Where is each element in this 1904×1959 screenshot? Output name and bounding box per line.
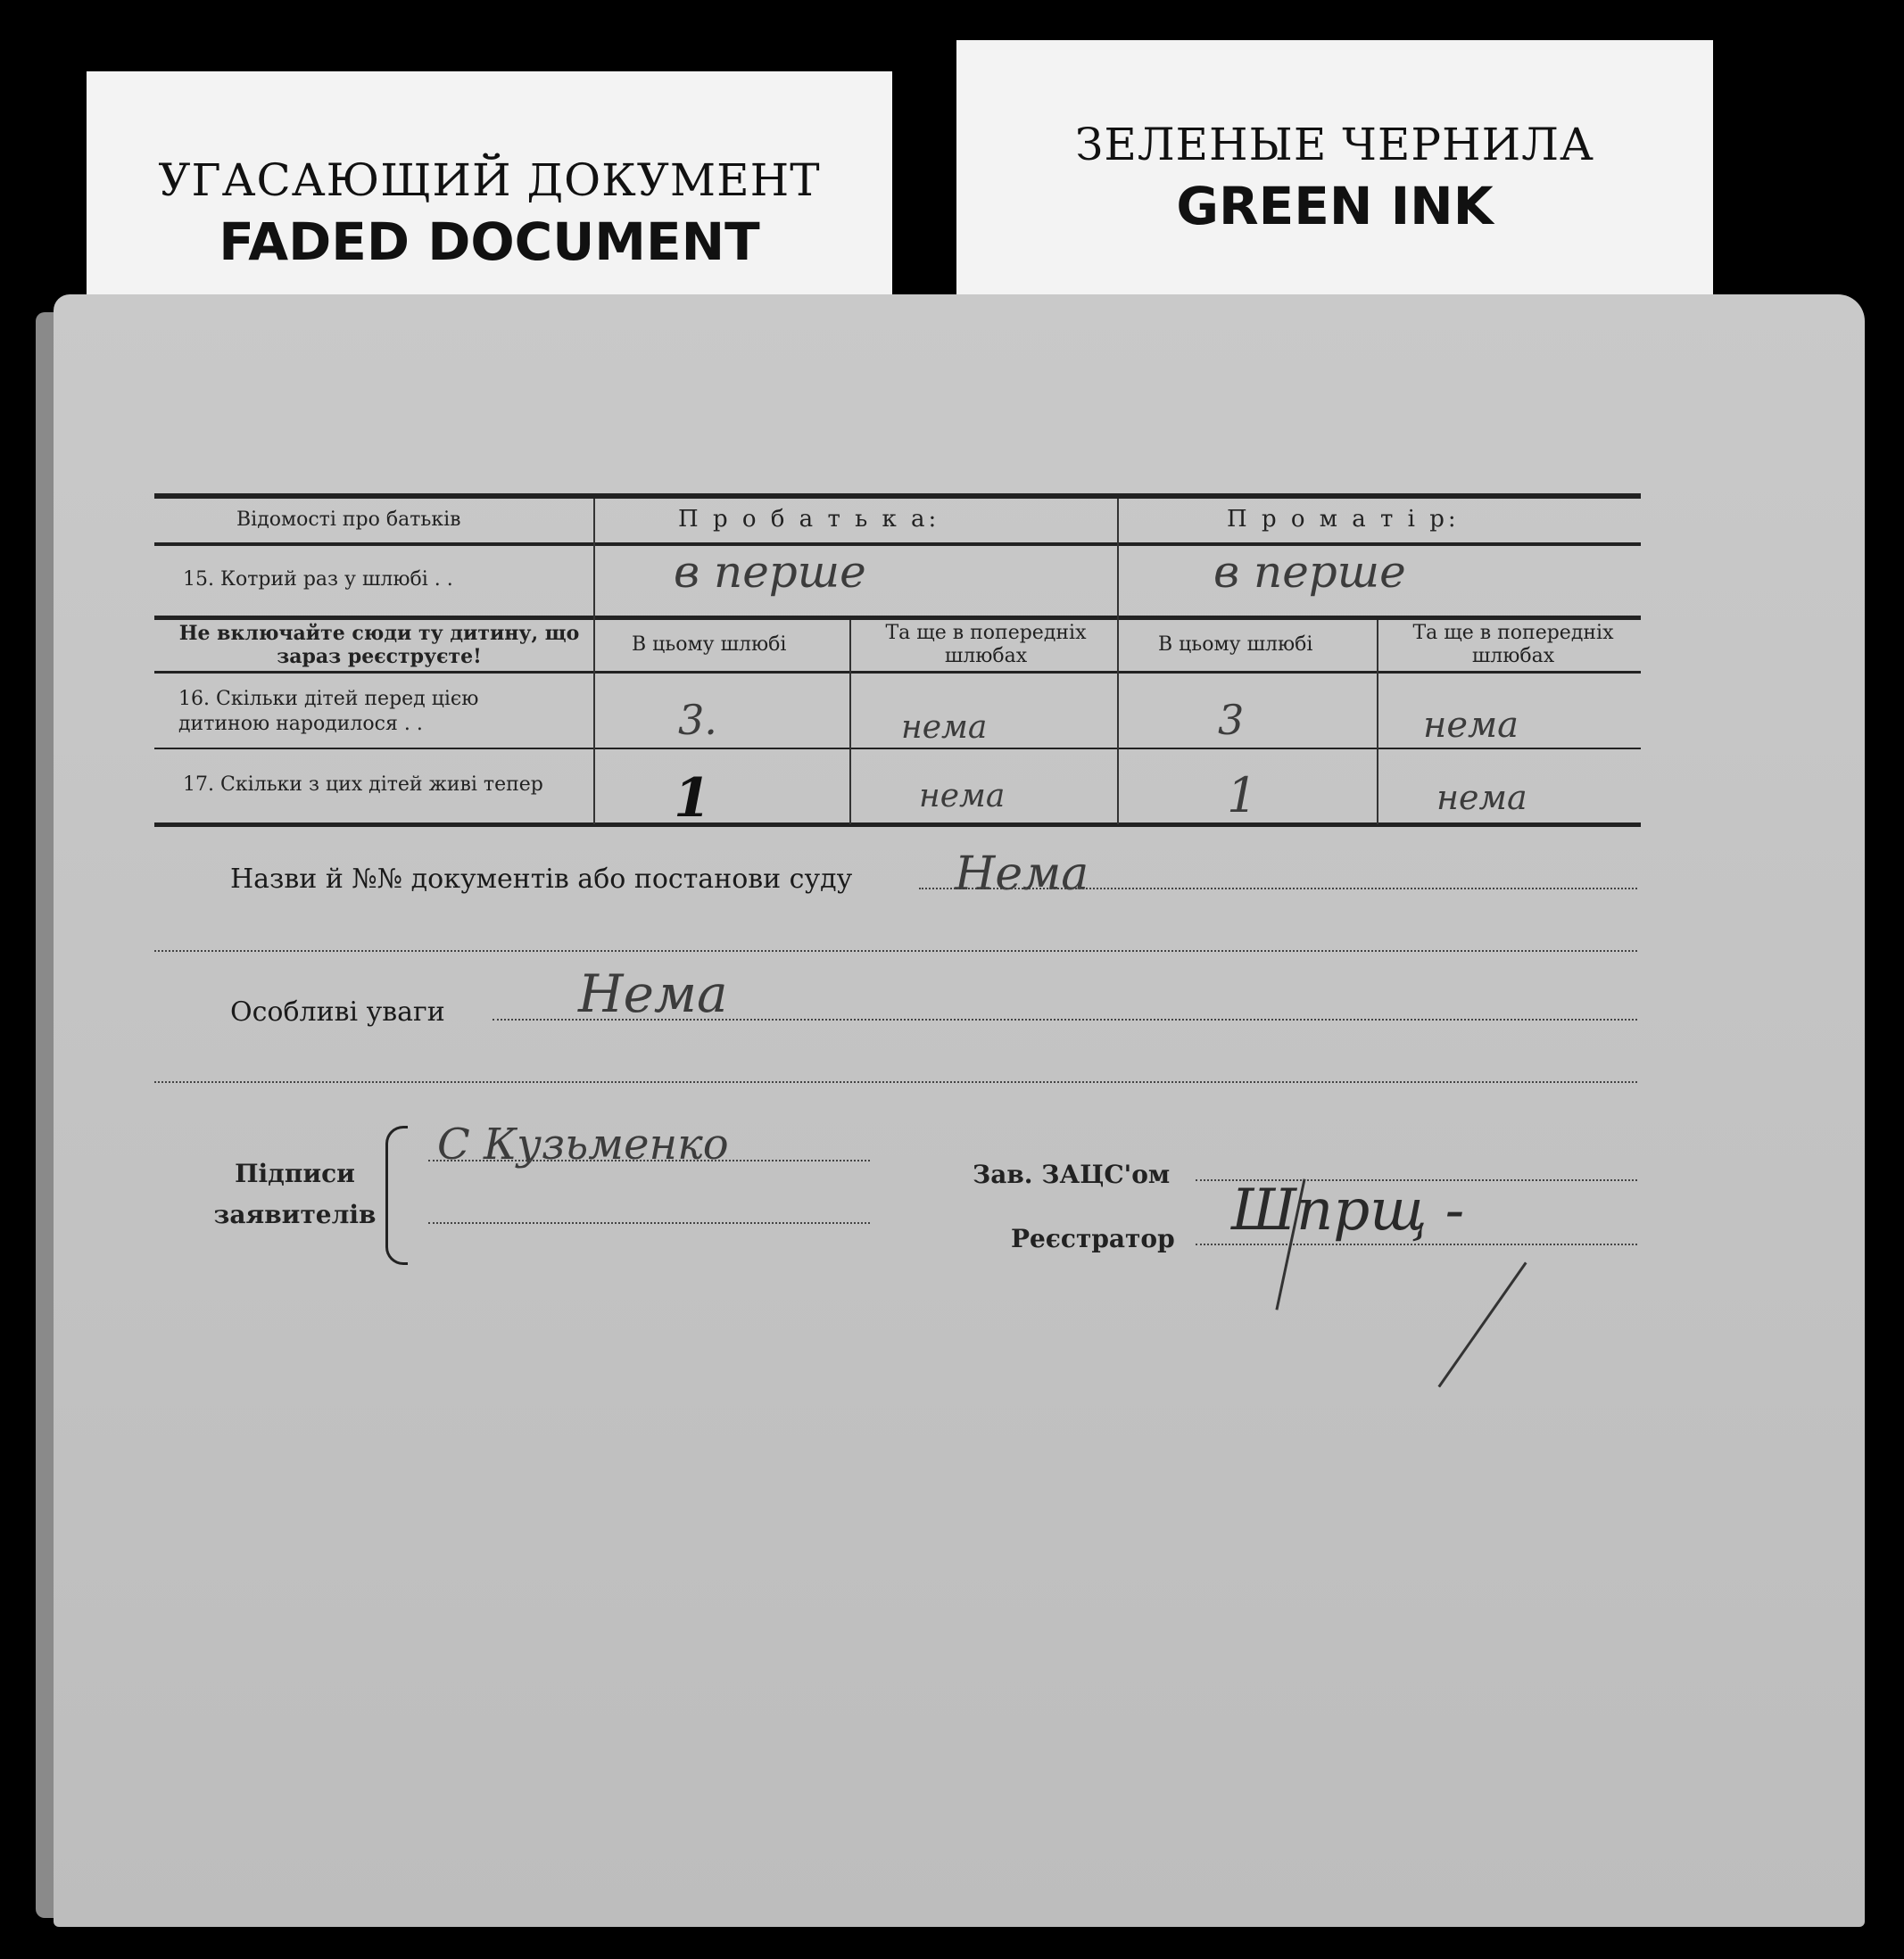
row17-label: 17. Скільки з цих дітей живі тепер	[183, 773, 543, 796]
subheader-mother-previous: Та ще в попередніх шлюбах	[1412, 622, 1614, 667]
table-col-divider-1	[593, 499, 595, 824]
table-row15-rule	[154, 616, 1641, 620]
row17-mother-this: 1	[1227, 767, 1258, 823]
green-ink-label-en: GREEN INK	[1176, 176, 1494, 236]
row15-father-value: в перше	[674, 546, 866, 598]
subheader-father-this-marriage: В цьому шлюбі	[632, 633, 787, 656]
row17-father-prev: нема	[919, 778, 1006, 814]
table-top-rule	[154, 493, 1641, 499]
faded-document-label-ru: УГАСАЮЩИЙ ДОКУМЕНТ	[158, 154, 821, 206]
row16-father-this: 3.	[678, 696, 717, 744]
row16-father-prev: нема	[901, 709, 988, 746]
green-ink-label-ru: ЗЕЛЕНЫЕ ЧЕРНИЛА	[1075, 119, 1594, 170]
registrar-line	[1196, 1244, 1637, 1245]
table-subheader-rule	[154, 671, 1641, 674]
row16-label: 16. Скільки дітей перед цією дитиною народилося . .	[178, 688, 479, 735]
table-col-divider-2	[1117, 499, 1119, 824]
remarks-dotted-line	[493, 1019, 1637, 1021]
row17-father-this: 1	[674, 767, 711, 830]
applicant-signature-line-2	[428, 1222, 870, 1224]
applicant-signature: С Кузьменко	[437, 1120, 729, 1170]
applicant-signature-line-1	[428, 1160, 870, 1161]
table-col-divider-3	[849, 620, 851, 824]
table-col-divider-4	[1377, 620, 1378, 824]
documents-value: Нема	[955, 847, 1089, 901]
row15-label: 15. Котрий раз у шлюбі . .	[183, 568, 453, 591]
faded-document-label-en: FADED DOCUMENT	[219, 211, 760, 272]
remarks-label: Особливі уваги	[230, 996, 445, 1028]
row17-mother-prev: нема	[1436, 778, 1527, 817]
document-page	[54, 294, 1865, 1927]
registrar-signature: Шпрщ -	[1231, 1178, 1465, 1244]
documents-dotted-line-2	[154, 950, 1637, 952]
row16-mother-prev: нема	[1423, 705, 1519, 746]
subheader-mother-this-marriage: В цьому шлюбі	[1158, 633, 1313, 656]
documents-dotted-line	[919, 888, 1637, 889]
table-bottom-rule	[154, 822, 1641, 827]
remarks-value: Нема	[578, 963, 728, 1024]
documents-label: Назви й №№ документів або постанови суду	[230, 864, 853, 895]
row16-mother-this: 3	[1218, 696, 1245, 744]
faded-document-label	[87, 71, 892, 317]
header-parents-info: Відомості про батьків	[236, 508, 461, 531]
subheader-note: Не включайте сюди ту дитину, що зараз реєструєте!	[178, 622, 580, 668]
head-zags-label: Зав. ЗАЦС'ом	[973, 1160, 1171, 1189]
row15-mother-value: в перше	[1213, 546, 1406, 598]
subheader-father-previous: Та ще в попередніх шлюбах	[885, 622, 1087, 667]
header-father: П р о б а т ь к а:	[678, 506, 940, 533]
green-ink-label	[956, 40, 1713, 294]
table-header-rule	[154, 542, 1641, 546]
table-row16-rule	[154, 748, 1641, 749]
header-mother: П р о м а т і р:	[1227, 506, 1460, 533]
remarks-dotted-line-2	[154, 1081, 1637, 1083]
applicants-signatures-label: Підписи заявителів	[213, 1159, 377, 1229]
registrar-label: Реєстратор	[1011, 1224, 1175, 1253]
signature-brace	[385, 1126, 408, 1265]
